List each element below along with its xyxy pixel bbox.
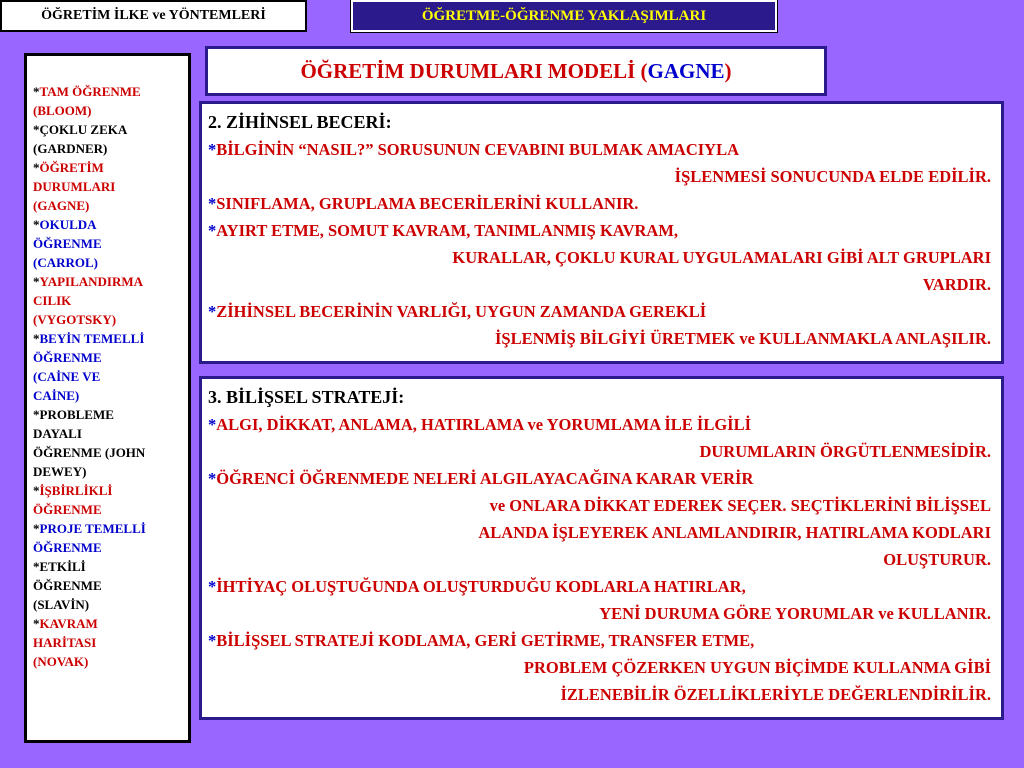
sidebar-item-line: (CAİNE VE (33, 369, 101, 384)
title-close: ) (724, 58, 732, 83)
panel-2-heading: 2. ZİHİNSEL BECERİ: (208, 112, 392, 132)
bullet-text: BİLGİNİN “NASIL?” SORUSUNUN CEVABINI BULMAK AMACIYLA (216, 140, 739, 159)
sidebar-item (33, 272, 184, 329)
sidebar-item-text: İŞBİRLİKLİ (39, 483, 113, 498)
bullet-star: * (208, 194, 217, 213)
bullet-star: * (208, 469, 217, 488)
panel-2-bullets (208, 136, 991, 352)
bullet-line (208, 438, 991, 465)
bullet-star: * (33, 84, 40, 99)
bullet-line (208, 325, 991, 352)
bullet-text: ALANDA İŞLEYEREK ANLAMLANDIRIR, HATIRLAMA KODLARI (478, 523, 991, 542)
sidebar-item-line (33, 272, 184, 291)
tab-principles-methods[interactable]: ÖĞRETİM İLKE ve YÖNTEMLERİ (0, 0, 307, 32)
sidebar-item-line (33, 158, 184, 177)
sidebar-item-text: BEYİN TEMELLİ (39, 331, 145, 346)
bullet-line (208, 411, 991, 438)
sidebar-item (33, 614, 184, 671)
bullet-text: ZİHİNSEL BECERİNİN VARLIĞI, UYGUN ZAMANDA GEREKLİ (216, 302, 707, 321)
bullet-line (208, 600, 991, 627)
sidebar-item-line: (NOVAK) (33, 654, 89, 669)
sidebar-item-line: ÖĞRENME (33, 350, 102, 365)
panel-3-bullets (208, 411, 991, 708)
sidebar-item-line: (GAGNE) (33, 198, 90, 213)
sidebar-item-line: (GARDNER) (33, 141, 108, 156)
sidebar-item-text: YAPILANDIRMA (39, 274, 144, 289)
tab-teaching-approaches[interactable]: ÖĞRETME-ÖĞRENME YAKLAŞIMLARI (351, 0, 777, 32)
sidebar-item-text: ÇOKLU ZEKA (39, 122, 128, 137)
sidebar-item-line: DEWEY) (33, 464, 87, 479)
bullet-text: İŞLENMESİ SONUCUNDA ELDE EDİLİR. (674, 167, 991, 186)
bullet-line (208, 681, 991, 708)
bullet-line (208, 492, 991, 519)
bullet-line (208, 190, 991, 217)
bullet-star: * (208, 221, 217, 240)
sidebar-item-line (33, 329, 184, 348)
bullet-star: * (208, 415, 217, 434)
bullet-star: * (33, 521, 40, 536)
sidebar-item (33, 215, 184, 272)
sidebar-item (33, 82, 184, 120)
bullet-line (208, 465, 991, 492)
sidebar-item-text: TAM ÖĞRENME (39, 84, 141, 99)
sidebar-item-line (33, 405, 184, 424)
bullet-star: * (33, 217, 40, 232)
bullet-star: * (208, 140, 217, 159)
bullet-text: AYIRT ETME, SOMUT KAVRAM, TANIMLANMIŞ KAVRAM, (216, 221, 679, 240)
sidebar-item (33, 120, 184, 158)
sidebar-item-line: ÖĞRENME (33, 502, 102, 517)
bullet-star: * (208, 577, 217, 596)
sidebar-item-line: CAİNE) (33, 388, 80, 403)
sidebar-item-text: ETKİLİ (39, 559, 86, 574)
sidebar-item-line: DURUMLARI (33, 179, 116, 194)
bullet-line (208, 298, 991, 325)
bullet-star: * (33, 160, 40, 175)
sidebar-item-line: (CARROL) (33, 255, 98, 270)
sidebar-item-line: CILIK (33, 293, 72, 308)
bullet-line (208, 136, 991, 163)
bullet-star: * (33, 274, 40, 289)
panel-3-heading: 3. BİLİŞSEL STRATEJİ: (208, 387, 405, 407)
bullet-line (208, 271, 991, 298)
sidebar-item-line: (BLOOM) (33, 103, 92, 118)
sidebar-item-line: ÖĞRENME (JOHN (33, 445, 146, 460)
sidebar-item-line: HARİTASI (33, 635, 97, 650)
bullet-text: İHTİYAÇ OLUŞTUĞUNDA OLUŞTURDUĞU KODLARLA HATIRLAR, (216, 577, 746, 596)
sidebar-item (33, 557, 184, 614)
bullet-text: İZLENEBİLİR ÖZELLİKLERİYLE DEĞERLENDİRİLİR. (560, 685, 991, 704)
bullet-star: * (33, 616, 40, 631)
sidebar-item-line (33, 519, 184, 538)
bullet-text: ALGI, DİKKAT, ANLAMA, HATIRLAMA ve YORUMLAMA İLE İLGİLİ (216, 415, 752, 434)
sidebar-item-line (33, 215, 184, 234)
bullet-line (208, 519, 991, 546)
page-title (205, 46, 827, 96)
bullet-text: PROBLEM ÇÖZERKEN UYGUN BİÇİMDE KULLANMA GİBİ (523, 658, 991, 677)
sidebar-item-line: ÖĞRENME (33, 540, 102, 555)
bullet-line (208, 654, 991, 681)
title-gagne: GAGNE (647, 58, 725, 83)
bullet-text: İŞLENMİŞ BİLGİYİ ÜRETMEK ve KULLANMAKLA ANLAŞILIR. (494, 329, 991, 348)
sidebar-item-text: PROBLEME (39, 407, 114, 422)
bullet-star: * (33, 483, 40, 498)
sidebar-item (33, 329, 184, 405)
bullet-line (208, 546, 991, 573)
bullet-line (208, 163, 991, 190)
sidebar-learning-models (24, 53, 191, 743)
sidebar-item (33, 405, 184, 481)
sidebar-item-line (33, 481, 184, 500)
bullet-star: * (208, 302, 217, 321)
sidebar-item-line: ÖĞRENME (33, 236, 102, 251)
sidebar-item-line (33, 82, 184, 101)
sidebar-item (33, 481, 184, 519)
bullet-text: ve ONLARA DİKKAT EDEREK SEÇER. SEÇTİKLERİNİ BİLİŞSEL (489, 496, 991, 515)
bullet-text: DURUMLARIN ÖRGÜTLENMESİDİR. (699, 442, 991, 461)
bullet-text: BİLİŞSEL STRATEJİ KODLAMA, GERİ GETİRME, TRANSFER ETME, (216, 631, 755, 650)
bullet-text: YENİ DURUMA GÖRE YORUMLAR ve KULLANIR. (599, 604, 991, 623)
sidebar-item-line: ÖĞRENME (33, 578, 102, 593)
sidebar-item-line: DAYALI (33, 426, 82, 441)
bullet-line (208, 573, 991, 600)
sidebar-item-line (33, 120, 184, 139)
bullet-text: VARDIR. (923, 275, 991, 294)
sidebar-item (33, 519, 184, 557)
bullet-star: * (33, 559, 40, 574)
bullet-text: KURALLAR, ÇOKLU KURAL UYGULAMALARI GİBİ ALT GRUPLARI (452, 248, 991, 267)
sidebar-item (33, 158, 184, 215)
bullet-star: * (33, 331, 40, 346)
bullet-text: OLUŞTURUR. (883, 550, 991, 569)
sidebar-item-text: OKULDA (39, 217, 97, 232)
bullet-star: * (33, 122, 40, 137)
sidebar-item-line (33, 557, 184, 576)
bullet-line (208, 244, 991, 271)
title-main: ÖĞRETİM DURUMLARI MODELİ ( (300, 58, 648, 83)
panel-mental-skill (199, 101, 1004, 364)
sidebar-item-line (33, 614, 184, 633)
sidebar-item-line: (SLAVİN) (33, 597, 90, 612)
sidebar-item-text: ÖĞRETİM (39, 160, 104, 175)
bullet-line (208, 627, 991, 654)
panel-cognitive-strategy (199, 376, 1004, 720)
sidebar-item-text: KAVRAM (39, 616, 98, 631)
bullet-star: * (33, 407, 40, 422)
bullet-line (208, 217, 991, 244)
bullet-text: SINIFLAMA, GRUPLAMA BECERİLERİNİ KULLANIR. (216, 194, 639, 213)
sidebar-item-line: (VYGOTSKY) (33, 312, 117, 327)
sidebar-item-text: PROJE TEMELLİ (39, 521, 146, 536)
bullet-star: * (208, 631, 217, 650)
bullet-text: ÖĞRENCİ ÖĞRENMEDE NELERİ ALGILAYACAĞINA KARAR VERİR (216, 469, 754, 488)
